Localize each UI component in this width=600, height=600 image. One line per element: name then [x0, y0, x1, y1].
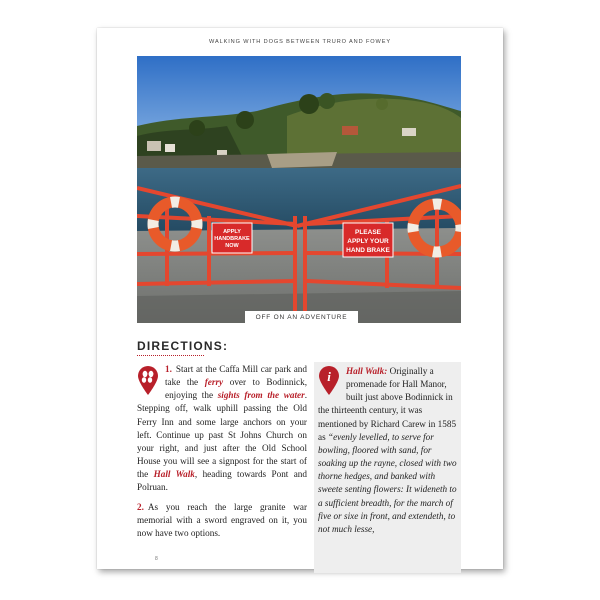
- step-2-text: As you reach the large granite war memorial with a sword engraved on it, you now have two options.: [137, 501, 307, 538]
- step-1-number: 1.: [165, 364, 172, 374]
- sign-right-line-1: PLEASE: [354, 229, 382, 236]
- ferry-photo-image: [137, 56, 461, 323]
- step-1: [137, 363, 307, 495]
- sign-left-line-1: APPLY: [223, 229, 241, 235]
- book-page: [97, 28, 503, 569]
- sights-term: sights from the water: [217, 390, 305, 401]
- sign-right-line-3: HAND BRAKE: [346, 247, 390, 254]
- step-1-text-b: over to Bodinnick, enjoying the: [165, 377, 307, 401]
- step-2: [137, 501, 307, 540]
- running-head: WALKING WITH DOGS BETWEEN TRURO AND FOWEY: [208, 39, 392, 45]
- sign-right-line-2: APPLY YOUR: [347, 238, 389, 245]
- step-1-text-d: , heading towards Pont and Polruan.: [137, 469, 307, 493]
- page-number: 8: [155, 556, 158, 562]
- info-box-text: Originally a promenade for Hall Manor, built just above Bodinnick in the thirteenth century, it was mentioned by Richard Carew in 1585 as: [318, 366, 457, 442]
- photo-caption: OFF ON AN ADVENTURE: [245, 311, 358, 324]
- step-1-text-c: . Stepping off, walk uphill passing the Old Ferry Inn and some large anchors on your left. Continue up past St Johns Church on your right, and just after the Old School House you will see a signpost for the start of the: [137, 390, 307, 480]
- info-box-heading: Hall Walk:: [346, 366, 388, 376]
- directions-heading: DIRECTIONS:: [137, 339, 229, 353]
- svg-text:i: i: [327, 369, 331, 384]
- sign-left-line-2: HANDBRAKE: [214, 236, 250, 242]
- hall-walk-term: Hall Walk: [153, 469, 195, 480]
- sign-left-line-3: NOW: [225, 243, 239, 249]
- info-icon: [318, 365, 340, 396]
- ferry-term: ferry: [204, 377, 224, 388]
- paw-print-icon: [137, 365, 159, 396]
- carew-quote: “evenly levelled, to serve for bowling, floored with sand, for soaking up the rayne, closed with two thorne hedges, and banked with sweete senting flowers: It wideneth to a sufficient breadth, for the march of five or sixe in front, and extendeth, to not much lesse,: [318, 431, 457, 534]
- step-2-number: 2.: [137, 501, 144, 512]
- hall-walk-info-box: [314, 362, 461, 573]
- step-1-text-a: Start at the Caffa Mill car park and take the: [165, 364, 307, 388]
- directions-column: [137, 363, 307, 540]
- ferry-photo: [137, 56, 461, 323]
- heading-rule: [137, 355, 204, 356]
